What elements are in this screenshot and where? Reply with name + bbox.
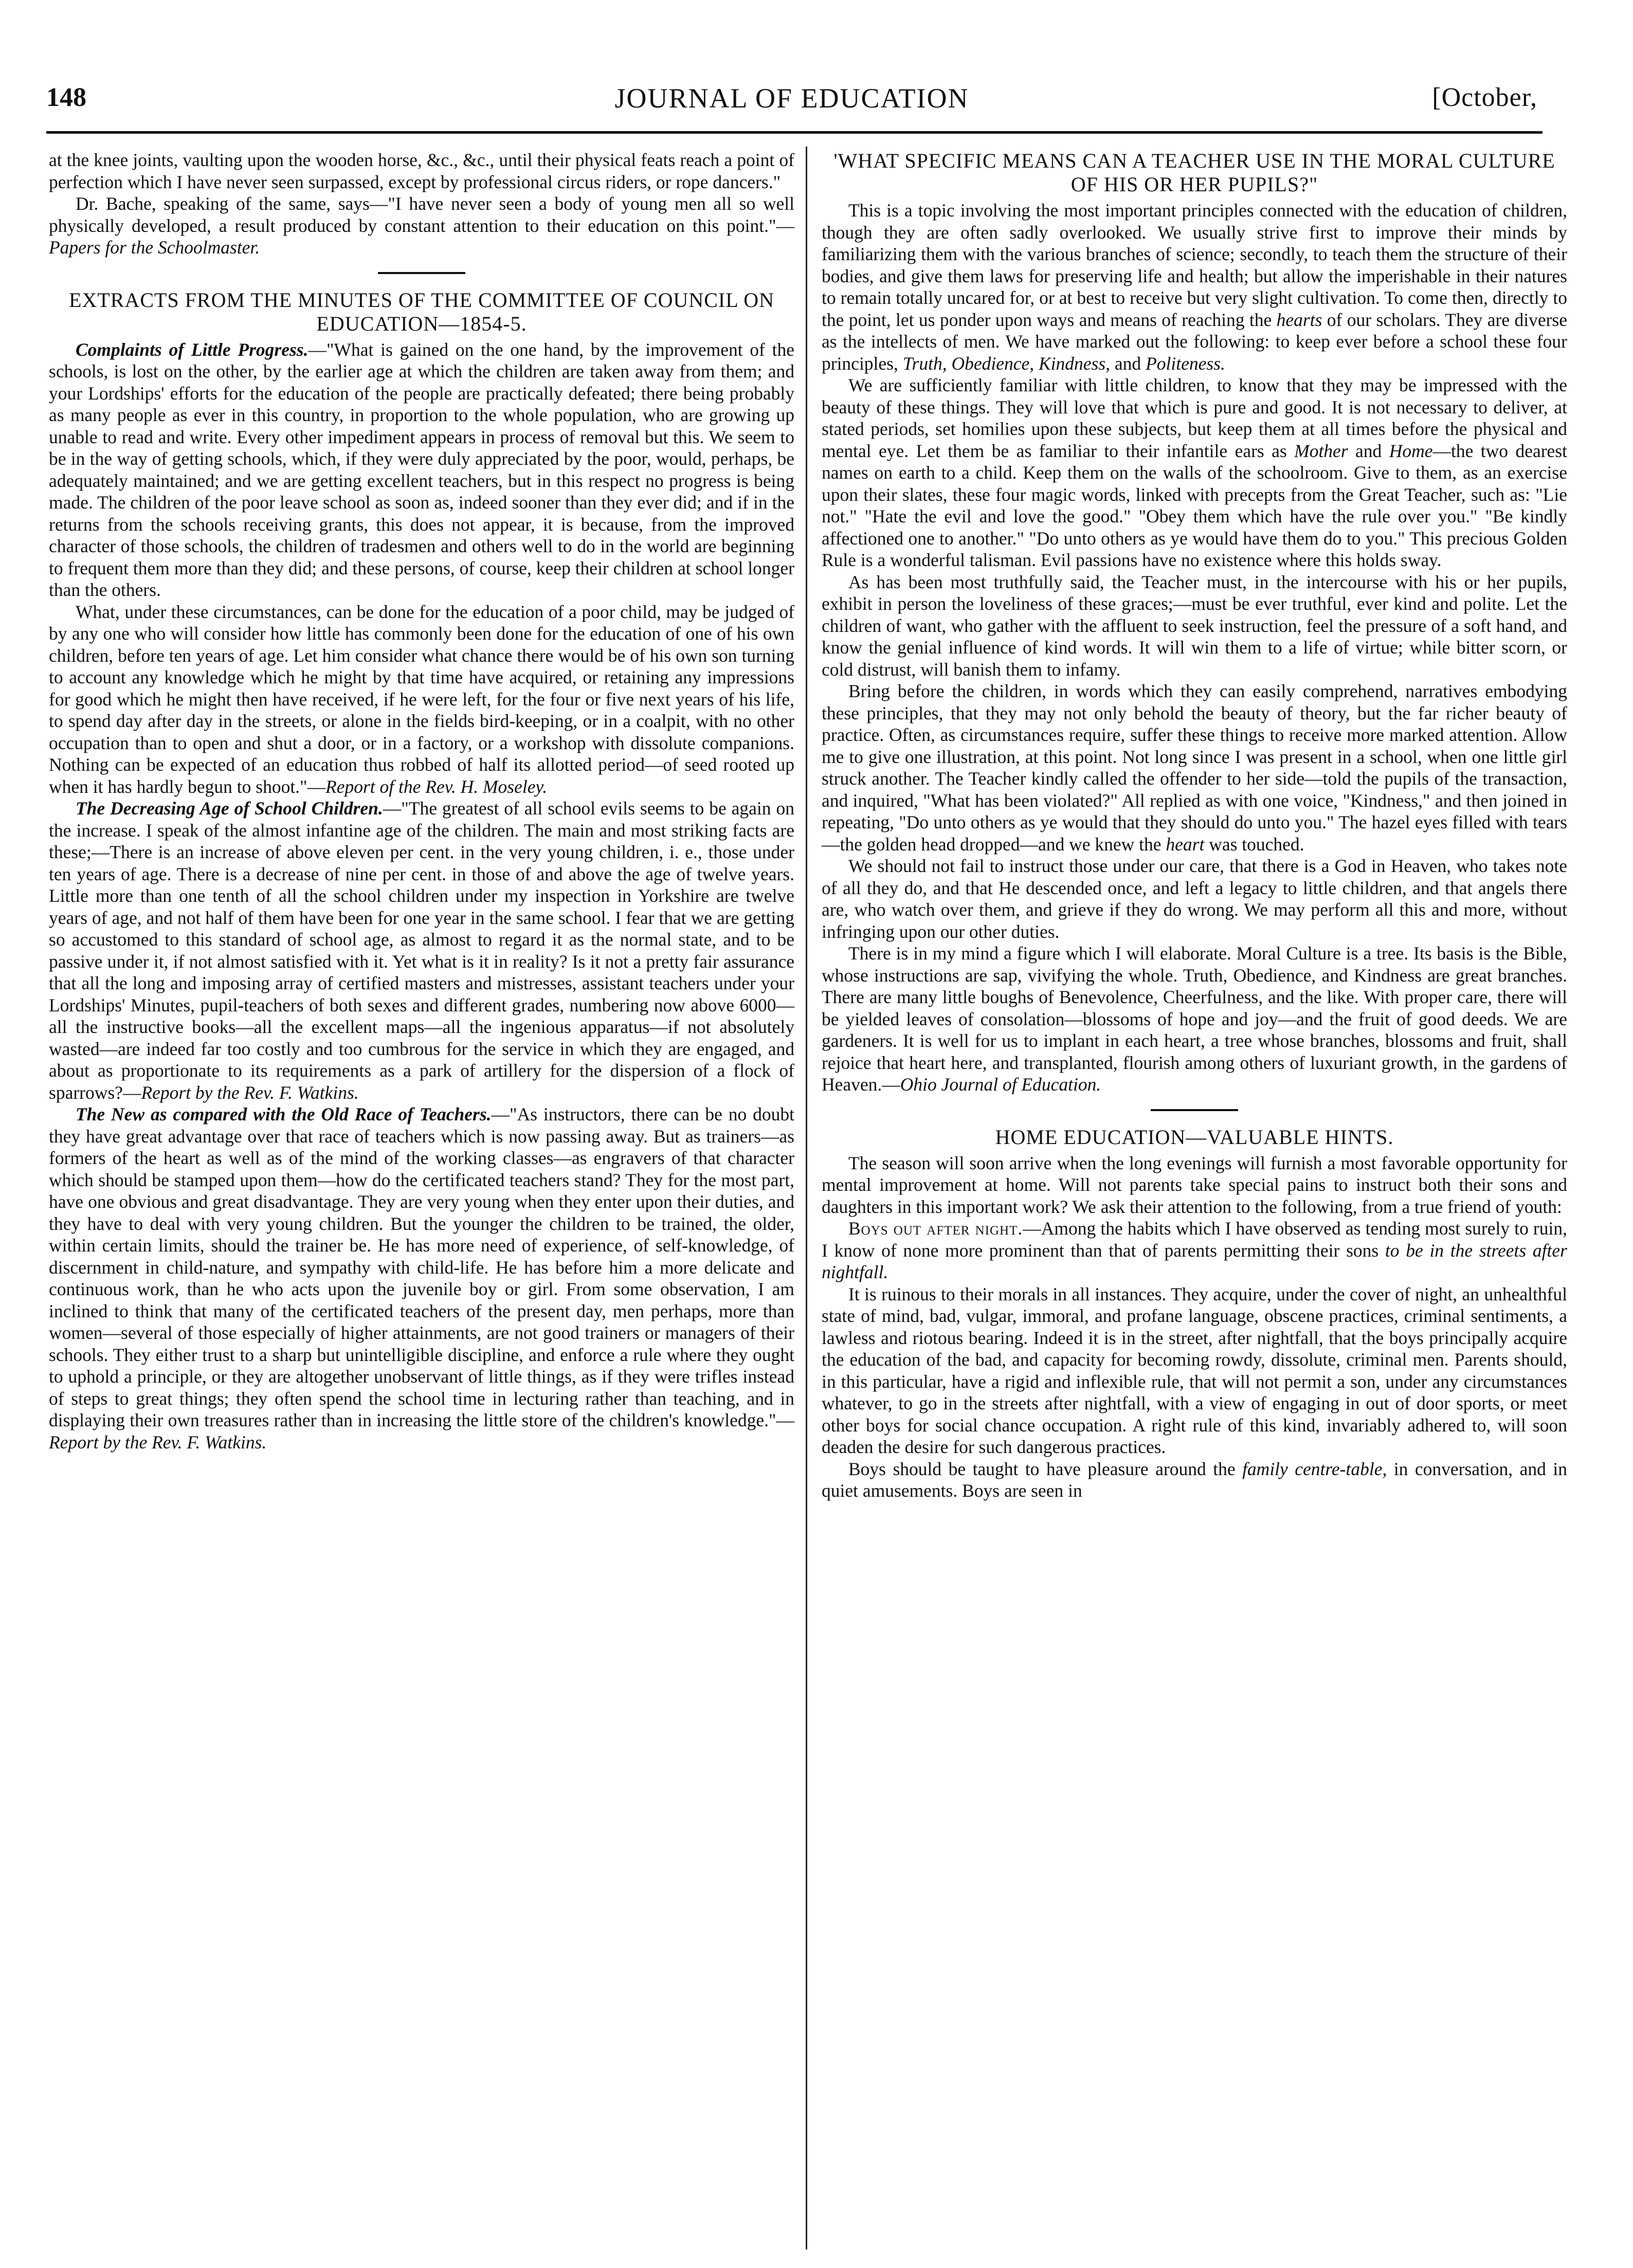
article-heading: HOME EDUCATION—VALUABLE HINTS.	[995, 1125, 1394, 1149]
paragraph-text: Boys should be taught to have pleasure around the	[848, 1458, 1243, 1479]
paragraph	[822, 374, 1567, 571]
paragraph-text: —"As instructors, there can be no doubt they have great advantage over that race of teachers which is now passing away. But as trainers—as formers of the heart as well as of the mind of the working classes—as engravers of that character which should be stamped upon them—how do the certificated teachers stand? They for the most part, have one obvious and great disadvantage. They are very young when they enter upon their duties, and they have to deal with very young children. But the younger the children to be trained, the older, within certain limits, should the trainer be. He has more need of experience, of self-knowledge, of discernment in child-nature, and sympathy with child-life. He has before him a more delicate and continuous work, than he who acts upon the juvenile boy or girl. From some observation, I am inclined to think that many of the certificated teachers of the present day, men perhaps, more than women—several of those especially of higher attainments, are not good trainers or managers of their schools. They either trust to a sharp but unintelligible discipline, and enforce a rule where they ought to uphold a principle, or they are altogether unobservant of little things, as if they were trifles instead of steps to great things; they often spend the school time in lecturing rather than teaching, and in displaying their own treasures rather than in increasing the little store of the children's knowledge."—	[49, 1104, 794, 1430]
paragraph-text: and	[1110, 353, 1146, 374]
paragraph-text: This is a topic involving the most important principles connected with the education of children, though they are often sadly overlooked. We usually strive first to improve their minds by familiarizing them with the various branches of science; secondly, to teach them the structure of their bodies, and give them laws for preserving life and health; but allow the imperishable in their natures to remain totally uncared for, or at best to receive but very slight cultivation. To come then, directly to the point, let us ponder upon ways and means of reaching the	[822, 200, 1567, 330]
paragraph	[49, 601, 794, 798]
paragraph: The season will soon arrive when the long evenings will furnish a most favorable opportunity for mental improvement at home. Will not parents take special pains to instruct both their sons and daughters in this important work? We ask their attention to the following, from a true friend of youth:	[822, 1152, 1567, 1217]
citation: Papers for the Schoolmaster.	[49, 237, 260, 258]
paragraph: It is ruinous to their morals in all instances. They acquire, under the cover of night, an unhealthful state of mind, bad, vulgar, immoral, and profane language, obscene practices, criminal sentiments, a lawless and riotous bearing. Indeed it is in the street, after nightfall, that the boys principally acquire the education of the bad, and capacity for becoming rowdy, dissolute, criminal men. Parents should, in this particular, have a rigid and inflexible rule, that will not permit a son, under any circumstances whatever, to go in the streets after nightfall, with a view of engaging in out of door sports, or meet other boys for social chance occupation. A right rule of this kind, invariably adhered to, will soon deaden the desire for such dangerous practices.	[822, 1283, 1567, 1457]
paragraph	[822, 680, 1567, 855]
paragraph	[49, 1103, 794, 1453]
emphasis: family centre-table,	[1242, 1458, 1387, 1479]
journal-title: JOURNAL OF EDUCATION	[614, 83, 969, 114]
left-column	[49, 149, 794, 1453]
paragraph-text: We are sufficiently familiar with little children, to know that they may be impressed with the beauty of these things. They will love that which is pure and good. It is not necessary to deliver, at stated periods, set homilies upon these subjects, but keep them at all times before the physical and mental eye. Let them be as familiar to their infantile ears as	[822, 375, 1567, 461]
paragraph-text: of our scholars. They are diverse as the intellects of men. We have marked out the following: to keep ever before a school these four principles,	[822, 309, 1568, 374]
paragraph-lead: The New as compared with the Old Race of Teachers.	[76, 1104, 492, 1124]
paragraph-text: —Among the habits which I have observed as tending most surely to ruin, I know of none more prominent than that of parents permitting their sons	[822, 1218, 1567, 1261]
paragraph-lead: Boys out after night.	[848, 1218, 1023, 1239]
page-header	[46, 82, 1537, 123]
emphasis: hearts	[1276, 309, 1322, 330]
paragraph-text: What, under these circumstances, can be done for the education of a poor child, may be judged of by any one who will consider how little has commonly been done for the education of one of his own children, before ten years of age. Let him consider what chance there would be of his own son turning to account any knowledge which he might by that time have acquired, or retaining any impressions for good which he might then have received, if he were left, for the four or five next years of his life, to spend day after day in the streets, or alone in the fields bird-keeping, or in a coalpit, with no other occupation than to open and shut a door, or in a factory, or a workshop with dissolute companions. Nothing can be expected of an education thus robbed of half its allotted period—of seed rooted up when it has hardly begun to shoot."—	[49, 601, 794, 797]
running-head-month: [October,	[1432, 83, 1537, 112]
paragraph-text: in conversation, and in quiet amusements. Boys are seen in	[822, 1458, 1567, 1501]
emphasis: to be in the streets after nightfall.	[822, 1240, 1567, 1282]
citation: Report by the Rev. F. Watkins.	[141, 1082, 359, 1103]
citation: Ohio Journal of Education.	[900, 1074, 1101, 1095]
paragraph-lead: Complaints of Little Progress.	[76, 339, 309, 360]
article-heading: 'WHAT SPECIFIC MEANS CAN A TEACHER USE IN THE MORAL CULTURE OF HIS OR HER PUPILS?"	[833, 149, 1555, 196]
paragraph-text: Dr. Bache, speaking of the same, says—"I have never seen a body of young men all so well physically developed, a result produced by constant attention to their education on this point."—	[49, 193, 794, 236]
paragraph-text: was touched.	[1204, 833, 1304, 855]
emphasis: heart	[1166, 833, 1205, 855]
paragraph-text: —"The greatest of all school evils seems to be again on the increase. I speak of the almost infantine age of the children. The main and most striking facts are these;—There is an increase of above eleven per cent. in the very young children, i. e., those under ten years of age. There is a decrease of nine per cent. in those of and above the age of twelve years. Little more than one tenth of all the school children under my inspection in Yorkshire are twelve years of age, and not half of them have been for one year in the same school. I fear that we are getting so accustomed to this standard of school age, as almost to regard it as the normal state, and to be passive under it, if not almost satisfied with it. Yet what is it in reality? Is it not a pretty fair assurance that all the long and imposing array of certified masters and mistresses, assistant teachers under your Lordships' Minutes, pupil-teachers of both sexes and different grades, numbering now above 6000—all the instructive books—all the excellent maps—all the ingenious apparatus—if not absolutely wasted—are indeed far too costly and too cumbrous for the service in which they are engaged, and about as proportionate to its requirements as a park of artillery for the dispersion of a flock of sparrows?—	[49, 798, 795, 1103]
emphasis: Truth, Obedience, Kindness,	[902, 353, 1111, 374]
citation: Report by the Rev. F. Watkins.	[49, 1431, 267, 1453]
column-divider	[806, 147, 807, 2249]
article-heading: EXTRACTS FROM THE MINUTES OF THE COMMITTEE OF COUNCIL ON EDUCATION—1854-5.	[69, 288, 774, 335]
section-rule	[1151, 1109, 1238, 1111]
paragraph-text: There is in my mind a figure which I will elaborate. Moral Culture is a tree. Its basis is the Bible, whose instructions are sap, vivifying the whole. Truth, Obedience, and Kindness are great branches. There are many little boughs of Benevolence, Cheerfulness, and the like. With proper care, there will be yielded leaves of consolation—blossoms of hope and joy—and the fruit of good deeds. We are gardeners. It is well for us to implant in each heart, a tree whose branches, blossoms and fruit, shall rejoice that heart here, and transplanted, flourish among others of luxuriant growth, in the gardens of Heaven.—	[822, 943, 1567, 1095]
right-column	[822, 149, 1567, 1502]
page-number: 148	[46, 83, 86, 112]
paragraph: As has been most truthfully said, the Teacher must, in the intercourse with his or her pupils, exhibit in person the loveliness of these graces;—must be ever truthful, ever kind and polite. Let the children of want, who gather with the affluent to seek instruction, feel the pressure of a soft hand, and know the genial influence of kind words. It will win them to a life of virtue; while bitter scorn, or cold distrust, will banish them to infamy.	[822, 571, 1567, 680]
paragraph	[822, 942, 1567, 1096]
paragraph	[49, 797, 794, 1103]
paragraph	[822, 1218, 1567, 1283]
emphasis: Mother	[1294, 440, 1348, 461]
paragraph	[822, 1458, 1567, 1502]
paragraph	[49, 193, 794, 259]
paragraph-text: —"What is gained on the one hand, by the improvement of the schools, is lost on the other, by the earlier age at which the children are taken away from them; and your Lordships' efforts for the education of the people are practically defeated; there being probably as many people as ever in this country, in proportion to the whole population, who are growing up unable to read and write. Every other impediment appears in process of removal but this. We seem to be in the way of getting schools, which, if they were duly appreciated by the poor, would, perhaps, be adequately maintained; and we are getting excellent teachers, but in this respect no progress is being made. The children of the poor leave school as soon as, indeed sooner than they ever did; and if in the returns from the schools receiving grants, this does not appear, it is because, from the improved character of those schools, the children of tradesmen and others well to do in the world are beginning to frequent them more than they did; and these persons, of course, keep their children at school longer than the others.	[49, 339, 794, 600]
paragraph	[49, 339, 794, 601]
emphasis: Politeness.	[1146, 353, 1225, 374]
paragraph	[822, 199, 1567, 374]
paragraph: at the knee joints, vaulting upon the wooden horse, &c., &c., until their physical feats reach a point of perfection which I have never seen surpassed, except by professional circus riders, or rope dancers."	[49, 150, 794, 192]
paragraph-text: and	[1348, 440, 1389, 461]
paragraph-text: Bring before the children, in words which they can easily comprehend, narratives embodying these principles, that they may not only behold the beauty of theory, but the far richer beauty of practice. Often, as circumstances require, suffer these things to receive more marked attention. Allow me to give one illustration, at this point. Not long since I was present in a school, when one little girl struck another. The Teacher kindly called the offender to her side—told the pupils of the transaction, and inquired, "What has been violated?" All replied as with one voice, "Kindness," and then joined in repeating, "Do unto others as ye would that they should do unto you." The hazel eyes filled with tears—the golden head dropped—and we knew the	[822, 681, 1567, 855]
citation: Report of the Rev. H. Moseley.	[325, 776, 548, 797]
paragraph-lead: The Decreasing Age of School Children.	[76, 798, 383, 819]
section-rule	[378, 272, 465, 274]
emphasis: Home	[1389, 440, 1433, 461]
header-rule	[46, 131, 1543, 134]
paragraph: We should not fail to instruct those under our care, that there is a God in Heaven, who takes note of all they do, and that He descended once, and left a legacy to little children, and that angels there are, who watch over them, and grieve if they do wrong. We may perform all this and more, without infringing upon our other duties.	[822, 856, 1567, 942]
paragraph-text: —the two dearest names on earth to a child. Keep them on the walls of the schoolroom. Give to them, as an exercise upon their slates, these four magic words, linked with precepts from the Great Teacher, such as: "Lie not." "Hate the evil and love the good." "Obey them which have the rule over you." "Be kindly affectioned one to another." "Do unto others as ye would have them do to you." This precious Golden Rule is a wonderful talisman. Evil passions have no existence where this holds sway.	[822, 440, 1567, 570]
